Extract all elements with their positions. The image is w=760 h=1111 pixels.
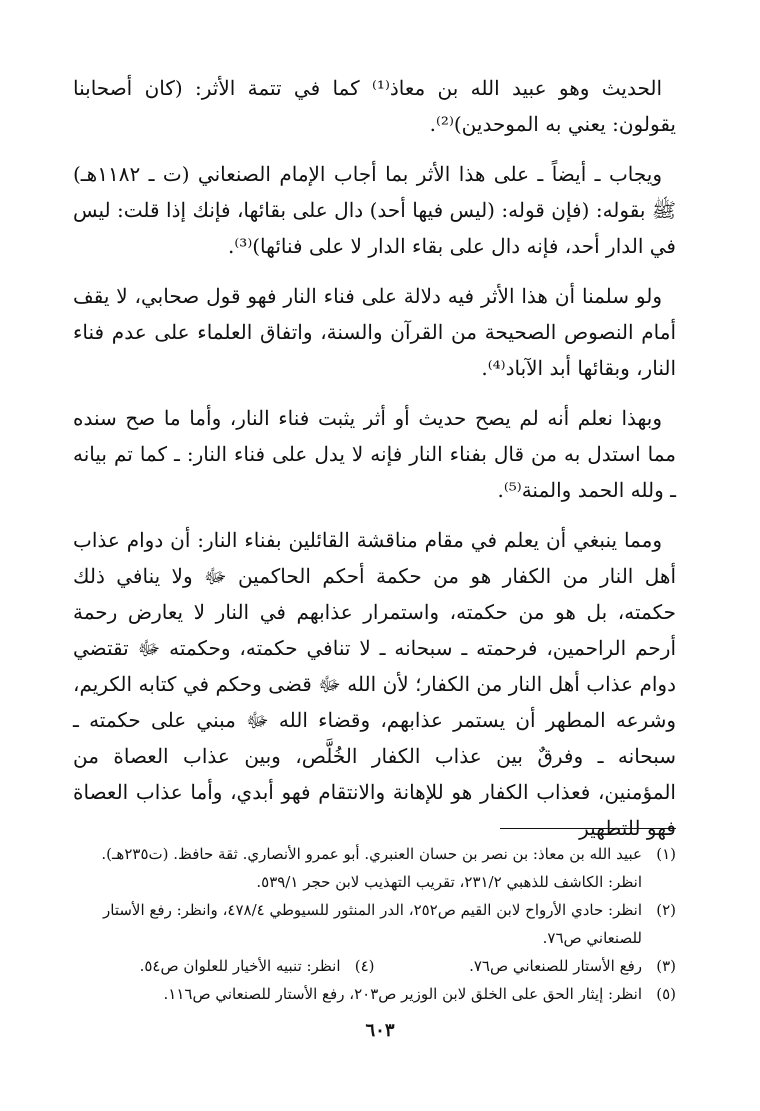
footnotes — [73, 840, 676, 1008]
footnote-number: (٥) — [656, 985, 676, 1003]
paragraph: وبهذا نعلم أنه لم يصح حديث أو أثر يثبت فناء النار، وأما ما صح سنده مما استدل به من قال بفناء النار فإنه لا يدل على فناء النار: ـ كما تم بيانه ـ ولله الحمد والمنة⁽⁵⁾. — [73, 406, 676, 502]
footnote-number: (١) — [656, 845, 676, 863]
footnote-text: انظر: حادي الأرواح لابن القيم ص٢٥٢، الدر المنثور للسيوطي ٤٧٨/٤، وانظر: رفع الأستار للصنعاني ص٧٦. — [103, 901, 642, 947]
footnote-separator — [500, 828, 676, 829]
footnote-text: انظر: إيثار الحق على الخلق لابن الوزير ص٢٠٣، رفع الأستار للصنعاني ص١١٦. — [163, 985, 642, 1003]
footnote-5 — [73, 980, 676, 1008]
paragraph: ولو سلمنا أن هذا الأثر فيه دلالة على فناء النار فهو قول صحابي، لا يقف أمام النصوص الصحيحة من القرآن والسنة، واتفاق العلماء على عدم فناء النار، وبقائها أبد الآباد⁽⁴⁾. — [73, 284, 676, 380]
footnote-1 — [73, 840, 676, 896]
footnote-number: (٢) — [656, 901, 676, 919]
footnote-number: (٣) — [656, 957, 676, 975]
page-number: ٦٠٣ — [365, 1020, 395, 1041]
footnote-text: انظر: تنبيه الأخيار للعلوان ص٥٤. — [139, 957, 341, 975]
footnote-2 — [73, 896, 676, 952]
paragraph: ومما ينبغي أن يعلم في مقام مناقشة القائلين بفناء النار: أن دوام عذاب أهل النار من الكفار هو من حكمة أحكم الحاكمين ﷻ ولا ينافي ذلك حكمته، بل هو من حكمته، واستمرار عذابهم في النار لا يعارض رحمة أرحم الراحمين، فرحمته ـ سبحانه ـ لا تنافي حكمته، وحكمته ﷻ تقتضي دوام عذاب أهل النار من الكفار؛ لأن الله ﷻ قضى وحكم في كتابه الكريم، وشرعه المطهر أن يستمر عذابهم، وقضاء الله ﷻ مبني على حكمته ـ سبحانه ـ وفرقٌ بين عذاب الكفار الخُلَّص، وبين عذاب العصاة من المؤمنين، فعذاب الكفار هو للإهانة والانتقام فهو أبدي، وأما عذاب العصاة فهو للتطهير — [73, 528, 676, 840]
footnote-number: (٤) — [354, 957, 375, 975]
footnote-text: عبيد الله بن معاذ: بن نصر بن حسان العنبري. أبو عمرو الأنصاري. ثقة حافظ. (ت٢٣٥هـ). انظر: الكاشف للذهبي ٢٣١/٢، تقريب التهذيب لابن حجر ٥٣٩/١. — [101, 845, 642, 891]
paragraph: الحديث وهو عبيد الله بن معاذ⁽¹⁾ كما في تتمة الأثر: (كان أصحابنا يقولون: يعني به الموحدين)⁽²⁾. — [73, 76, 676, 136]
footnote-text: رفع الأستار للصنعاني ص٧٦. — [469, 957, 642, 975]
footnote-4 — [73, 952, 375, 980]
footnote-row-3-4 — [73, 952, 676, 980]
footnote-3 — [375, 952, 677, 980]
paragraph: ويجاب ـ أيضاً ـ على هذا الأثر بما أجاب الإمام الصنعاني (ت ـ ١١٨٢هـ) ﷺ بقوله: (فإن قوله: (ليس فيها أحد) دال على بقائها، فإنك إذا قلت: ليس في الدار أحد، فإنه دال على بقاء الدار لا على فنائها)⁽³⁾. — [73, 162, 676, 258]
main-text — [73, 70, 676, 860]
